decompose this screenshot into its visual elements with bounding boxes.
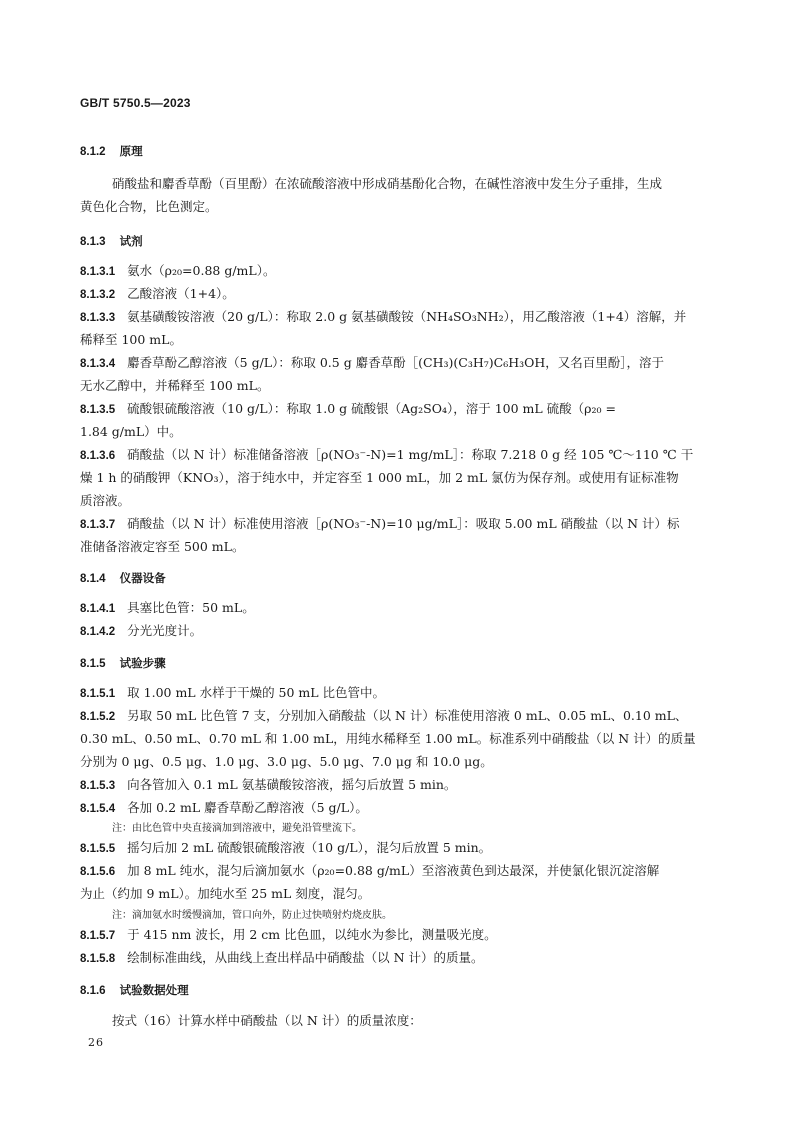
clause-text: 摇匀后加 2 mL 硫酸银硫酸溶液（10 g/L），混匀后放置 5 min。	[127, 840, 492, 855]
clause-text: 氨基磺酸铵溶液（20 g/L）：称取 2.0 g 氨基磺酸铵（NH₄SO₃NH₂），用乙酸溶液（1+4）溶解，并	[127, 309, 687, 324]
clause-8-1-3-2	[80, 286, 235, 303]
section-title: 试验数据处理	[119, 985, 189, 997]
paragraph-line: 为止（约加 9 mL）。加纯水至 25 mL 刻度，混匀。	[80, 886, 371, 901]
section-8-1-6-heading	[80, 983, 189, 999]
clause-number: 8.1.5.3	[80, 780, 116, 792]
clause-text: 加 8 mL 纯水，混匀后滴加氨水（ρ₂₀=0.88 g/mL）至溶液黄色到达最深，并使氯化银沉淀溶解	[127, 863, 660, 878]
clause-text: 各加 0.2 mL 麝香草酚乙醇溶液（5 g/L）。	[127, 800, 368, 815]
clause-number: 8.1.3.7	[80, 519, 116, 531]
clause-text: 硝酸盐（以 N 计）标准使用溶液［ρ(NO₃⁻-N)=10 μg/mL］：吸取 5.00 mL 硝酸盐（以 N 计）标	[127, 516, 680, 531]
section-title: 试验步骤	[119, 658, 166, 670]
note: 注：滴加氨水时缓慢滴加，管口向外，防止过快喷射灼烧皮肤。	[112, 910, 392, 921]
section-8-1-3-heading	[80, 234, 143, 250]
clause-text: 乙酸溶液（1+4）。	[127, 286, 235, 301]
clause-number: 8.1.4.1	[80, 603, 116, 615]
clause-8-1-5-4	[80, 800, 368, 817]
section-8-1-5-heading	[80, 656, 166, 672]
clause-8-1-4-1	[80, 600, 255, 617]
section-8-1-4-heading	[80, 571, 166, 587]
clause-8-1-5-8	[80, 950, 484, 967]
clause-number: 8.1.3.5	[80, 404, 116, 416]
section-number: 8.1.4	[80, 573, 106, 585]
clause-text: 分光光度计。	[127, 623, 203, 638]
clause-8-1-5-2	[80, 708, 687, 725]
section-number: 8.1.5	[80, 658, 106, 670]
clause-8-1-5-5	[80, 840, 491, 857]
clause-number: 8.1.5.5	[80, 843, 116, 855]
paragraph-line: 准储备溶液定容至 500 mL。	[80, 539, 245, 554]
paragraph-line: 质溶液。	[80, 493, 131, 508]
note: 注：由比色管中央直接滴加到溶液中，避免沿管壁流下。	[112, 823, 362, 834]
clause-number: 8.1.5.4	[80, 803, 116, 815]
clause-number: 8.1.3.2	[80, 289, 116, 301]
clause-text: 麝香草酚乙醇溶液（5 g/L）：称取 0.5 g 麝香草酚［(CH₃)(C₃H₇)C₆H₃OH，又名百里酚］，溶于	[127, 355, 665, 370]
clause-number: 8.1.5.7	[80, 930, 116, 942]
paragraph-line: 硝酸盐和麝香草酚（百里酚）在浓硫酸溶液中形成硝基酚化合物，在碱性溶液中发生分子重排，生成	[112, 176, 663, 191]
section-title: 试剂	[119, 236, 143, 248]
paragraph-line: 1.84 g/mL）中。	[80, 424, 182, 439]
clause-8-1-5-7	[80, 927, 497, 944]
clause-8-1-3-1	[80, 263, 275, 280]
clause-text: 取 1.00 mL 水样于干燥的 50 mL 比色管中。	[127, 685, 386, 700]
clause-number: 8.1.4.2	[80, 626, 116, 638]
clause-number: 8.1.3.6	[80, 450, 116, 462]
clause-8-1-5-6	[80, 863, 659, 880]
clause-8-1-4-2	[80, 623, 202, 640]
clause-8-1-3-7	[80, 516, 680, 533]
clause-number: 8.1.3.3	[80, 312, 116, 324]
section-number: 8.1.6	[80, 985, 106, 997]
clause-8-1-3-5	[80, 401, 616, 418]
standard-header: GB/T 5750.5—2023	[80, 96, 191, 110]
clause-8-1-5-3	[80, 777, 456, 794]
clause-number: 8.1.5.6	[80, 866, 116, 878]
paragraph-line: 按式（16）计算水样中硝酸盐（以 N 计）的质量浓度：	[112, 1013, 422, 1028]
section-title: 仪器设备	[119, 573, 166, 585]
paragraph-line: 0.30 mL、0.50 mL、0.70 mL 和 1.00 mL，用纯水稀释至 1.00 mL。标准系列中硝酸盐（以 N 计）的质量	[80, 731, 696, 746]
section-number: 8.1.2	[80, 146, 106, 158]
paragraph-line: 稀释至 100 mL。	[80, 332, 182, 347]
clause-8-1-3-4	[80, 355, 664, 372]
clause-number: 8.1.5.8	[80, 953, 116, 965]
paragraph-line: 分别为 0 μg、0.5 μg、1.0 μg、3.0 μg、5.0 μg、7.0 μg 和 10.0 μg。	[80, 754, 493, 769]
clause-8-1-3-3	[80, 309, 686, 326]
clause-number: 8.1.3.1	[80, 266, 116, 278]
clause-text: 硫酸银硫酸溶液（10 g/L）：称取 1.0 g 硫酸银（Ag₂SO₄），溶于 100 mL 硫酸（ρ₂₀ =	[127, 401, 616, 416]
page-number: 26	[88, 1036, 104, 1049]
clause-text: 另取 50 mL 比色管 7 支，分别加入硝酸盐（以 N 计）标准使用溶液 0 mL、0.05 mL、0.10 mL、	[127, 708, 688, 723]
clause-text: 硝酸盐（以 N 计）标准储备溶液［ρ(NO₃⁻-N)=1 mg/mL］：称取 7.218 0 g 经 105 ℃～110 ℃ 干	[127, 447, 694, 462]
clause-text: 具塞比色管：50 mL。	[127, 600, 255, 615]
clause-text: 向各管加入 0.1 mL 氨基磺酸铵溶液，摇匀后放置 5 min。	[127, 777, 457, 792]
section-title: 原理	[119, 146, 143, 158]
clause-text: 绘制标准曲线，从曲线上查出样品中硝酸盐（以 N 计）的质量。	[127, 950, 484, 965]
clause-number: 8.1.5.2	[80, 711, 116, 723]
clause-number: 8.1.5.1	[80, 688, 116, 700]
clause-text: 于 415 nm 波长，用 2 cm 比色皿，以纯水为参比，测量吸光度。	[127, 927, 497, 942]
clause-text: 氨水（ρ₂₀=0.88 g/mL）。	[127, 263, 276, 278]
paragraph-line: 黄色化合物，比色测定。	[80, 199, 218, 214]
section-number: 8.1.3	[80, 236, 106, 248]
clause-8-1-5-1	[80, 685, 385, 702]
paragraph-line: 无水乙醇中，并稀释至 100 mL。	[80, 378, 270, 393]
paragraph-line: 燥 1 h 的硝酸钾（KNO₃），溶于纯水中，并定容至 1 000 mL，加 2 mL 氯仿为保存剂。或使用有证标准物	[80, 470, 679, 485]
clause-number: 8.1.3.4	[80, 358, 116, 370]
clause-8-1-3-6	[80, 447, 693, 464]
section-8-1-2-heading	[80, 144, 143, 160]
